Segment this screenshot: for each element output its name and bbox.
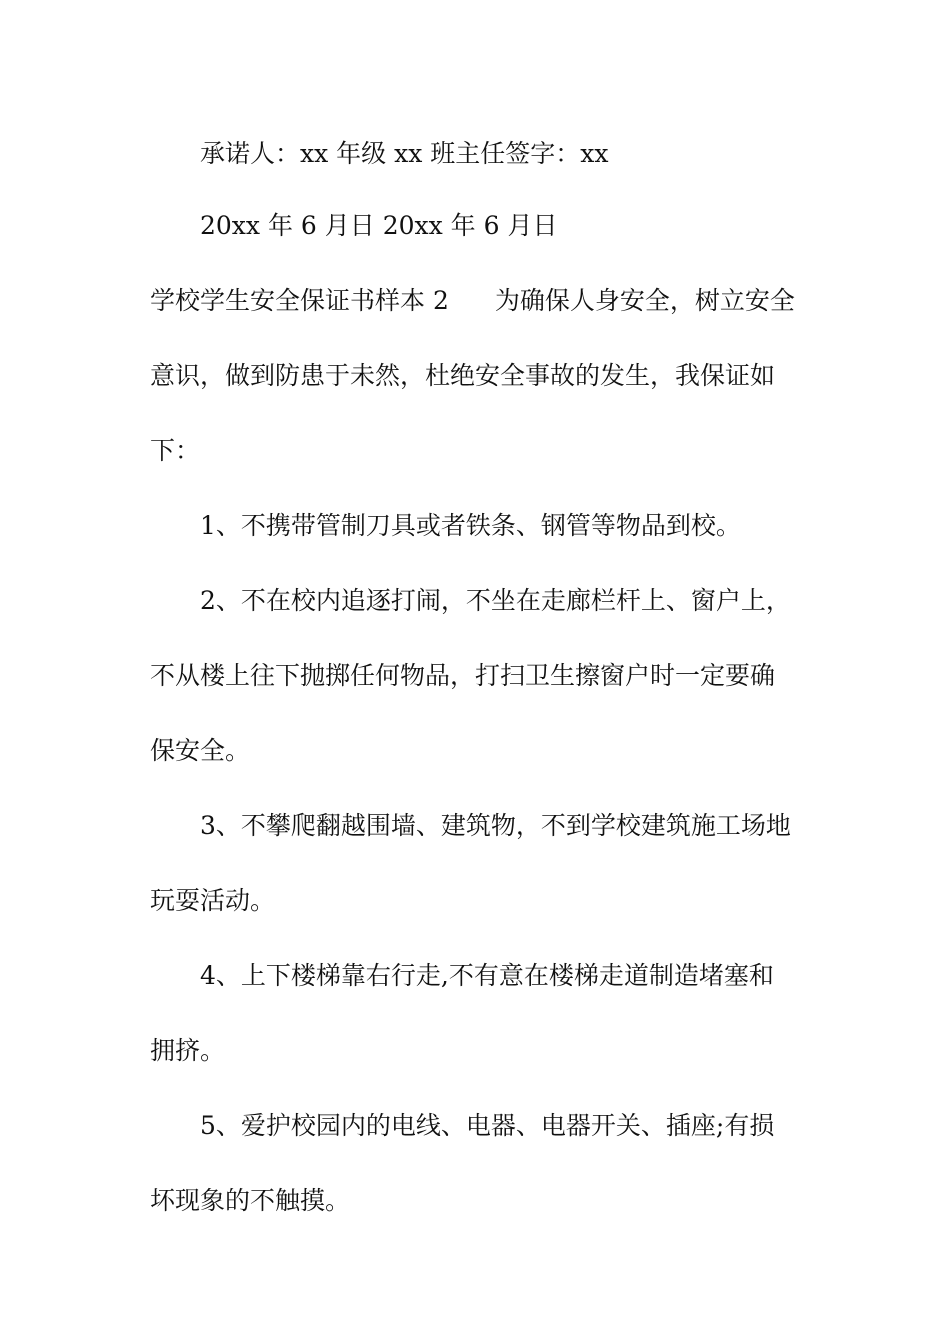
list-item: 1、不携带管制刀具或者铁条、钢管等物品到校。 (200, 511, 741, 540)
date-line: 20xx 年 6 月日 20xx 年 6 月日 (200, 211, 558, 240)
list-item: 3、不攀爬翻越围墙、建筑物，不到学校建筑施工场地 (200, 811, 791, 840)
list-item-continuation: 保安全。 (150, 736, 251, 765)
list-item-continuation: 不从楼上往下抛掷任何物品，打扫卫生擦窗户时一定要确 (150, 661, 776, 690)
signature-line: 承诺人：xx 年级 xx 班主任签字：xx (200, 139, 609, 168)
intro-line: 意识，做到防患于未然，杜绝安全事故的发生，我保证如 (150, 361, 776, 390)
list-item-continuation: 玩耍活动。 (150, 886, 276, 915)
section-title-line (150, 285, 795, 317)
section-title: 学校学生安全保证书样本 2 (150, 286, 449, 315)
list-item: 2、不在校内追逐打闹，不坐在走廊栏杆上、窗户上， (200, 586, 791, 615)
list-item-continuation: 拥挤。 (150, 1036, 226, 1065)
list-item: 4、上下楼梯靠右行走,不有意在楼梯走道制造堵塞和 (200, 961, 774, 990)
intro-line: 下： (150, 436, 201, 465)
list-item: 5、爱护校园内的电线、电器、电器开关、插座;有损 (200, 1111, 775, 1140)
intro-text: 为确保人身安全，树立安全 (494, 286, 795, 315)
list-item-continuation: 坏现象的不触摸。 (150, 1186, 351, 1215)
